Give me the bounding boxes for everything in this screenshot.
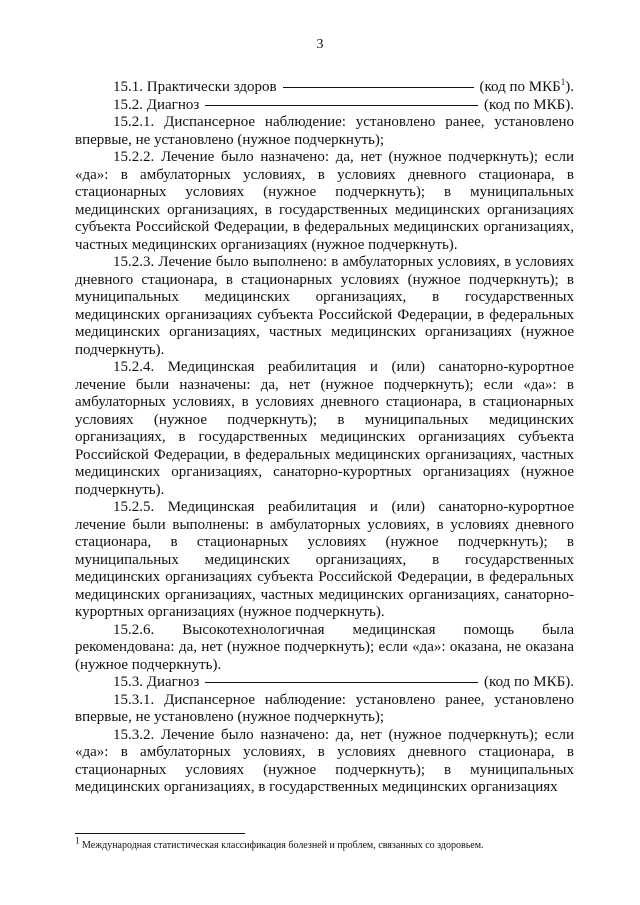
paragraph-15-2-4: 15.2.4. Медицинская реабилитация и (или) санаторно-курортное лечение были назначены: да, нет (нужное подчеркнуть); если «да»: в амбулаторных условиях, в условиях дневного стационара, в стационарных условиях (нужное подчеркнуть); в муниципальных медицинских организациях, в государственных медицинских организациях субъекта Российской Федерации, в федеральных медицинских организациях, частных медицинских организациях, санаторно-курортных организациях (нужное подчеркнуть).: [75, 359, 574, 498]
item-15-2-suffix: (код по МКБ).: [484, 96, 574, 113]
paragraph-15-3-2: 15.3.2. Лечение было назначено: да, нет (нужное подчеркнуть); если «да»: в амбулаторных условиях, в условиях дневного стационара, в стационарных условиях (нужное подчеркнуть); в муниципальных медицинских организациях, в государственных медицинских организациях: [75, 726, 574, 795]
footnote-text: Международная статистическая классификация болезней и проблем, связанных со здоровьем.: [82, 840, 484, 851]
item-15-3-row: [75, 674, 574, 692]
footnote-ref: 1: [560, 77, 566, 87]
item-15-1-blank-line: [283, 87, 474, 88]
footnote-marker: 1: [75, 835, 80, 846]
paragraph-15-3-1: 15.3.1. Диспансерное наблюдение: установлено ранее, установлено впервые, не установлено (нужное подчеркнуть);: [75, 691, 574, 725]
footnote-separator: [75, 833, 245, 834]
paragraph-15-2-6: 15.2.6. Высокотехнологичная медицинская помощь была рекомендована: да, нет (нужное подчеркнуть); если «да»: оказана, не оказана (нужное подчеркнуть).: [75, 621, 574, 673]
paragraph-15-2-5: 15.2.5. Медицинская реабилитация и (или) санаторно-курортное лечение были выполнены: в амбулаторных условиях, в условиях дневного стационара, в стационарных условиях (нужное подчеркнуть); в муниципальных медицинских организациях, в государственных медицинских организациях субъекта Российской Федерации, в федеральных медицинских организациях, частных медицинских организациях, санаторно-курортных организациях (нужное подчеркнуть).: [75, 499, 574, 620]
item-15-3-blank-line: [205, 682, 478, 683]
item-15-1-row: [75, 79, 574, 97]
item-15-2-label: 15.2. Диагноз: [113, 96, 200, 113]
paragraph-15-2-1: 15.2.1. Диспансерное наблюдение: установлено ранее, установлено впервые, не установлено (нужное подчеркнуть);: [75, 114, 574, 148]
document-body: [75, 79, 574, 797]
page-number: 3: [316, 37, 324, 52]
item-15-1-suffix-end: ).: [565, 79, 574, 95]
paragraph-15-2-3: 15.2.3. Лечение было выполнено: в амбулаторных условиях, в условиях дневного стационара, в стационарных условиях (нужное подчеркнуть); в муниципальных медицинских организациях, в государственных медицинских организациях субъекта Российской Федерации, в федеральных медицинских организациях, частных медицинских организациях (нужное подчеркнуть).: [75, 254, 574, 358]
item-15-1-suffix: [480, 79, 574, 97]
footnote: [75, 835, 575, 852]
item-15-1-suffix-text: (код по МКБ: [479, 79, 561, 95]
item-15-1-label: 15.1. Практически здоров: [113, 79, 277, 95]
item-15-3-suffix: (код по МКБ).: [484, 674, 574, 690]
item-15-2-row: [75, 97, 574, 115]
item-15-3-label: 15.3. Диагноз: [113, 674, 200, 690]
item-15-2-blank-line: [205, 105, 478, 106]
paragraph-15-2-2: 15.2.2. Лечение было назначено: да, нет (нужное подчеркнуть); если «да»: в амбулаторных условиях, в условиях дневного стационара, в стационарных условиях (нужное подчеркнуть); в муниципальных медицинских организациях, в государственных медицинских организациях субъекта Российской Федерации, в федеральных медицинских организациях, частных медицинских организациях (нужное подчеркнуть).: [75, 149, 574, 253]
